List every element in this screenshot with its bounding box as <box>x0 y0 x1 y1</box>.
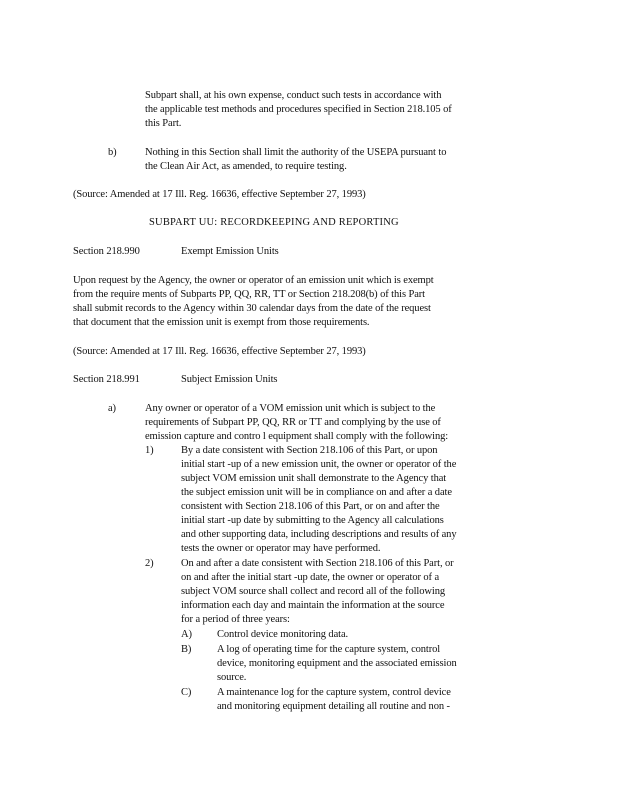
item-a-line: Any owner or operator of a VOM emission unit which is subject to the <box>145 403 436 414</box>
source-note: (Source: Amended at 17 Ill. Reg. 16636, effective September 27, 1993) <box>73 346 366 357</box>
item-A-marker: A) <box>181 629 192 640</box>
item-1-line: initial start -up date by submitting to the Agency all calculations <box>181 515 444 526</box>
item-a-line: emission capture and contro l equipment shall comply with the following: <box>145 431 449 442</box>
continuation-line: this Part. <box>145 118 182 129</box>
section-title: Subject Emission Units <box>181 374 278 385</box>
item-a-marker: a) <box>108 403 116 414</box>
item-B-line: A log of operating time for the capture system, control <box>217 644 441 655</box>
section-number: Section 218.990 <box>73 246 140 257</box>
item-B-line: device, monitoring equipment and the associated emission <box>217 658 457 669</box>
item-1-line: tests the owner or operator may have performed. <box>181 543 381 554</box>
item-B-line: source. <box>217 672 247 683</box>
section-title: Exempt Emission Units <box>181 246 279 257</box>
item-C-line: A maintenance log for the capture system, control device <box>217 687 451 698</box>
item-2-line: information each day and maintain the information at the source <box>181 600 445 611</box>
item-b-marker: b) <box>108 147 117 158</box>
source-note: (Source: Amended at 17 Ill. Reg. 16636, effective September 27, 1993) <box>73 189 366 200</box>
item-2-marker: 2) <box>145 558 154 569</box>
item-2-line: On and after a date consistent with Section 218.106 of this Part, or <box>181 558 454 569</box>
item-1-marker: 1) <box>145 445 154 456</box>
item-a-line: requirements of Subpart PP, QQ, RR or TT and complying by the use of <box>145 417 441 428</box>
item-2-line: on and after the initial start -up date, the owner or operator of a <box>181 572 440 583</box>
item-1-line: subject VOM emission unit shall demonstrate to the Agency that <box>181 473 447 484</box>
paragraph-line: shall submit records to the Agency within 30 calendar days from the date of the request <box>73 303 431 314</box>
item-C-line: and monitoring equipment detailing all routine and non - <box>217 701 450 712</box>
item-1-line: consistent with Section 218.106 of this Part, or on and after the <box>181 501 440 512</box>
item-C-marker: C) <box>181 687 192 698</box>
item-2-line: subject VOM source shall collect and record all of the following <box>181 586 445 597</box>
paragraph-line: from the require ments of Subparts PP, QQ, RR, TT or Section 218.208(b) of this Part <box>73 289 425 300</box>
item-2-line: for a period of three years: <box>181 614 290 625</box>
item-1-line: initial start -up of a new emission unit, the owner or operator of the <box>181 459 457 470</box>
item-1-line: By a date consistent with Section 218.106 of this Part, or upon <box>181 445 438 456</box>
continuation-line: Subpart shall, at his own expense, conduct such tests in accordance with <box>145 90 442 101</box>
item-1-line: the subject emission unit will be in compliance on and after a date <box>181 487 452 498</box>
item-A-line: Control device monitoring data. <box>217 629 349 640</box>
paragraph-line: that document that the emission unit is exempt from those requirements. <box>73 317 370 328</box>
section-number: Section 218.991 <box>73 374 140 385</box>
item-B-marker: B) <box>181 644 192 655</box>
item-b-line: the Clean Air Act, as amended, to require testing. <box>145 161 347 172</box>
continuation-line: the applicable test methods and procedures specified in Section 218.105 of <box>145 104 452 115</box>
paragraph-line: Upon request by the Agency, the owner or operator of an emission unit which is exempt <box>73 275 434 286</box>
item-1-line: and other supporting data, including descriptions and results of any <box>181 529 457 540</box>
subpart-heading: SUBPART UU: RECORDKEEPING AND REPORTING <box>149 217 399 228</box>
item-b-line: Nothing in this Section shall limit the authority of the USEPA pursuant to <box>145 147 447 158</box>
